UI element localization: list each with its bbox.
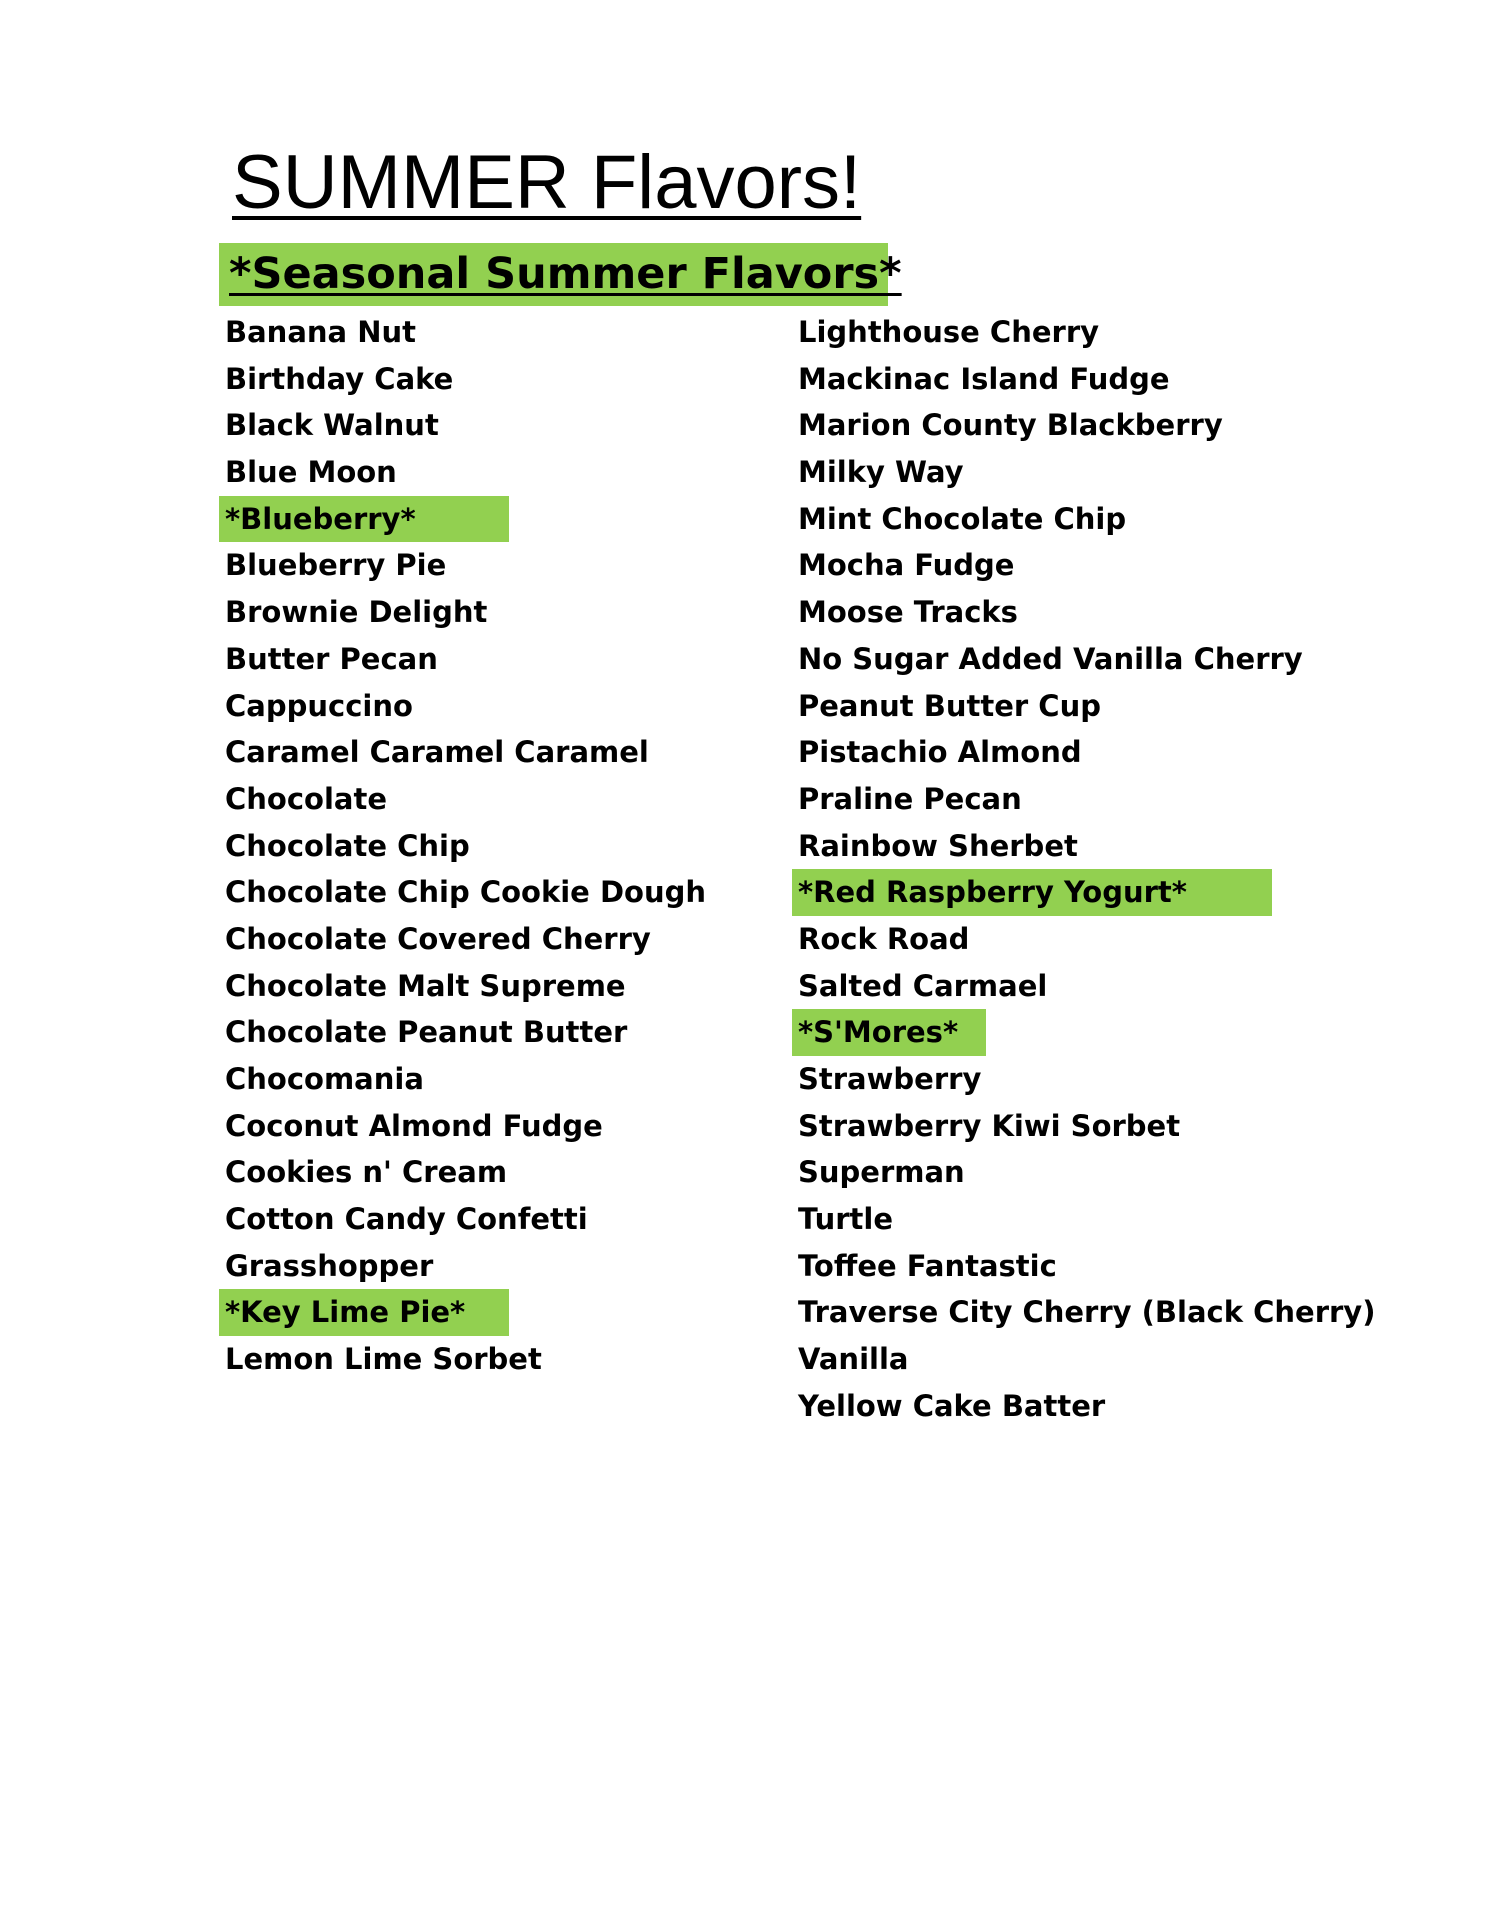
flavor-item: Lighthouse Cherry xyxy=(798,315,1100,349)
flavor-item: Cotton Candy Confetti xyxy=(225,1202,588,1237)
flavor-item-highlighted: *Key Lime Pie* xyxy=(219,1289,509,1336)
flavor-item: Pistachio Almond xyxy=(798,735,1082,770)
flavor-item: Strawberry xyxy=(798,1062,982,1096)
flavor-item: Milky Way xyxy=(798,455,964,490)
flavor-item: Praline Pecan xyxy=(798,781,1022,816)
flavor-item: Chocolate Covered Cherry xyxy=(225,921,651,956)
flavor-list-right xyxy=(792,309,1375,1430)
flavor-item: Chocolate Malt Supreme xyxy=(225,968,626,1003)
flavor-item: Birthday Cake xyxy=(225,361,454,396)
flavor-item: Banana Nut xyxy=(225,315,416,349)
flavor-item: Chocolate Chip xyxy=(225,828,470,863)
flavor-item-highlighted: *Blueberry* xyxy=(219,496,509,543)
flavor-item: Lemon Lime Sorbet xyxy=(225,1342,542,1377)
flavor-item: Yellow Cake Batter xyxy=(798,1388,1106,1423)
flavor-item: Cappuccino xyxy=(225,688,413,723)
flavor-item: Butter Pecan xyxy=(225,641,438,676)
flavor-item: Cookies n' Cream xyxy=(225,1155,508,1190)
flavor-item: Superman xyxy=(798,1155,965,1190)
flavor-item-highlighted: *Red Raspberry Yogurt* xyxy=(792,869,1272,916)
flavor-item-highlighted: *S'Mores* xyxy=(792,1009,986,1056)
flavor-item: Blueberry Pie xyxy=(225,548,447,583)
flavor-item: Peanut Butter Cup xyxy=(798,688,1101,723)
flavor-item: Coconut Almond Fudge xyxy=(225,1108,603,1143)
flavor-item: Traverse City Cherry (Black Cherry) xyxy=(798,1295,1376,1330)
flavor-item: Moose Tracks xyxy=(798,595,1018,630)
flavor-item: Toffee Fantastic xyxy=(798,1248,1057,1283)
flavor-item: Brownie Delight xyxy=(225,595,488,630)
flavor-item: Marion County Blackberry xyxy=(798,408,1223,443)
flavor-item: Chocomania xyxy=(225,1062,424,1096)
flavor-item: Mackinac Island Fudge xyxy=(798,361,1170,396)
flavor-item: Strawberry Kiwi Sorbet xyxy=(798,1108,1181,1143)
flavor-item: Rock Road xyxy=(798,921,970,956)
flavor-item: Mint Chocolate Chip xyxy=(798,501,1127,536)
flavor-item: Chocolate Chip Cookie Dough xyxy=(225,875,706,910)
page-title: SUMMER Flavors! xyxy=(232,140,862,225)
flavor-item: No Sugar Added Vanilla Cherry xyxy=(798,641,1303,676)
flavor-list-left xyxy=(219,309,706,1383)
flavor-item: Turtle xyxy=(798,1202,894,1237)
flavor-item: Chocolate Peanut Butter xyxy=(225,1015,628,1050)
flavor-item: Vanilla xyxy=(798,1342,909,1377)
flavor-item: Chocolate xyxy=(225,781,388,816)
section-heading: *Seasonal Summer Flavors* xyxy=(219,243,888,306)
flavor-item: Mocha Fudge xyxy=(798,548,1015,583)
flavor-item: Caramel Caramel Caramel xyxy=(225,735,649,770)
flavor-item: Black Walnut xyxy=(225,408,439,443)
flavor-item: Grasshopper xyxy=(225,1248,434,1283)
flavor-item: Salted Carmael xyxy=(798,968,1048,1003)
flavor-item: Rainbow Sherbet xyxy=(798,828,1078,863)
flavor-item: Blue Moon xyxy=(225,455,397,490)
